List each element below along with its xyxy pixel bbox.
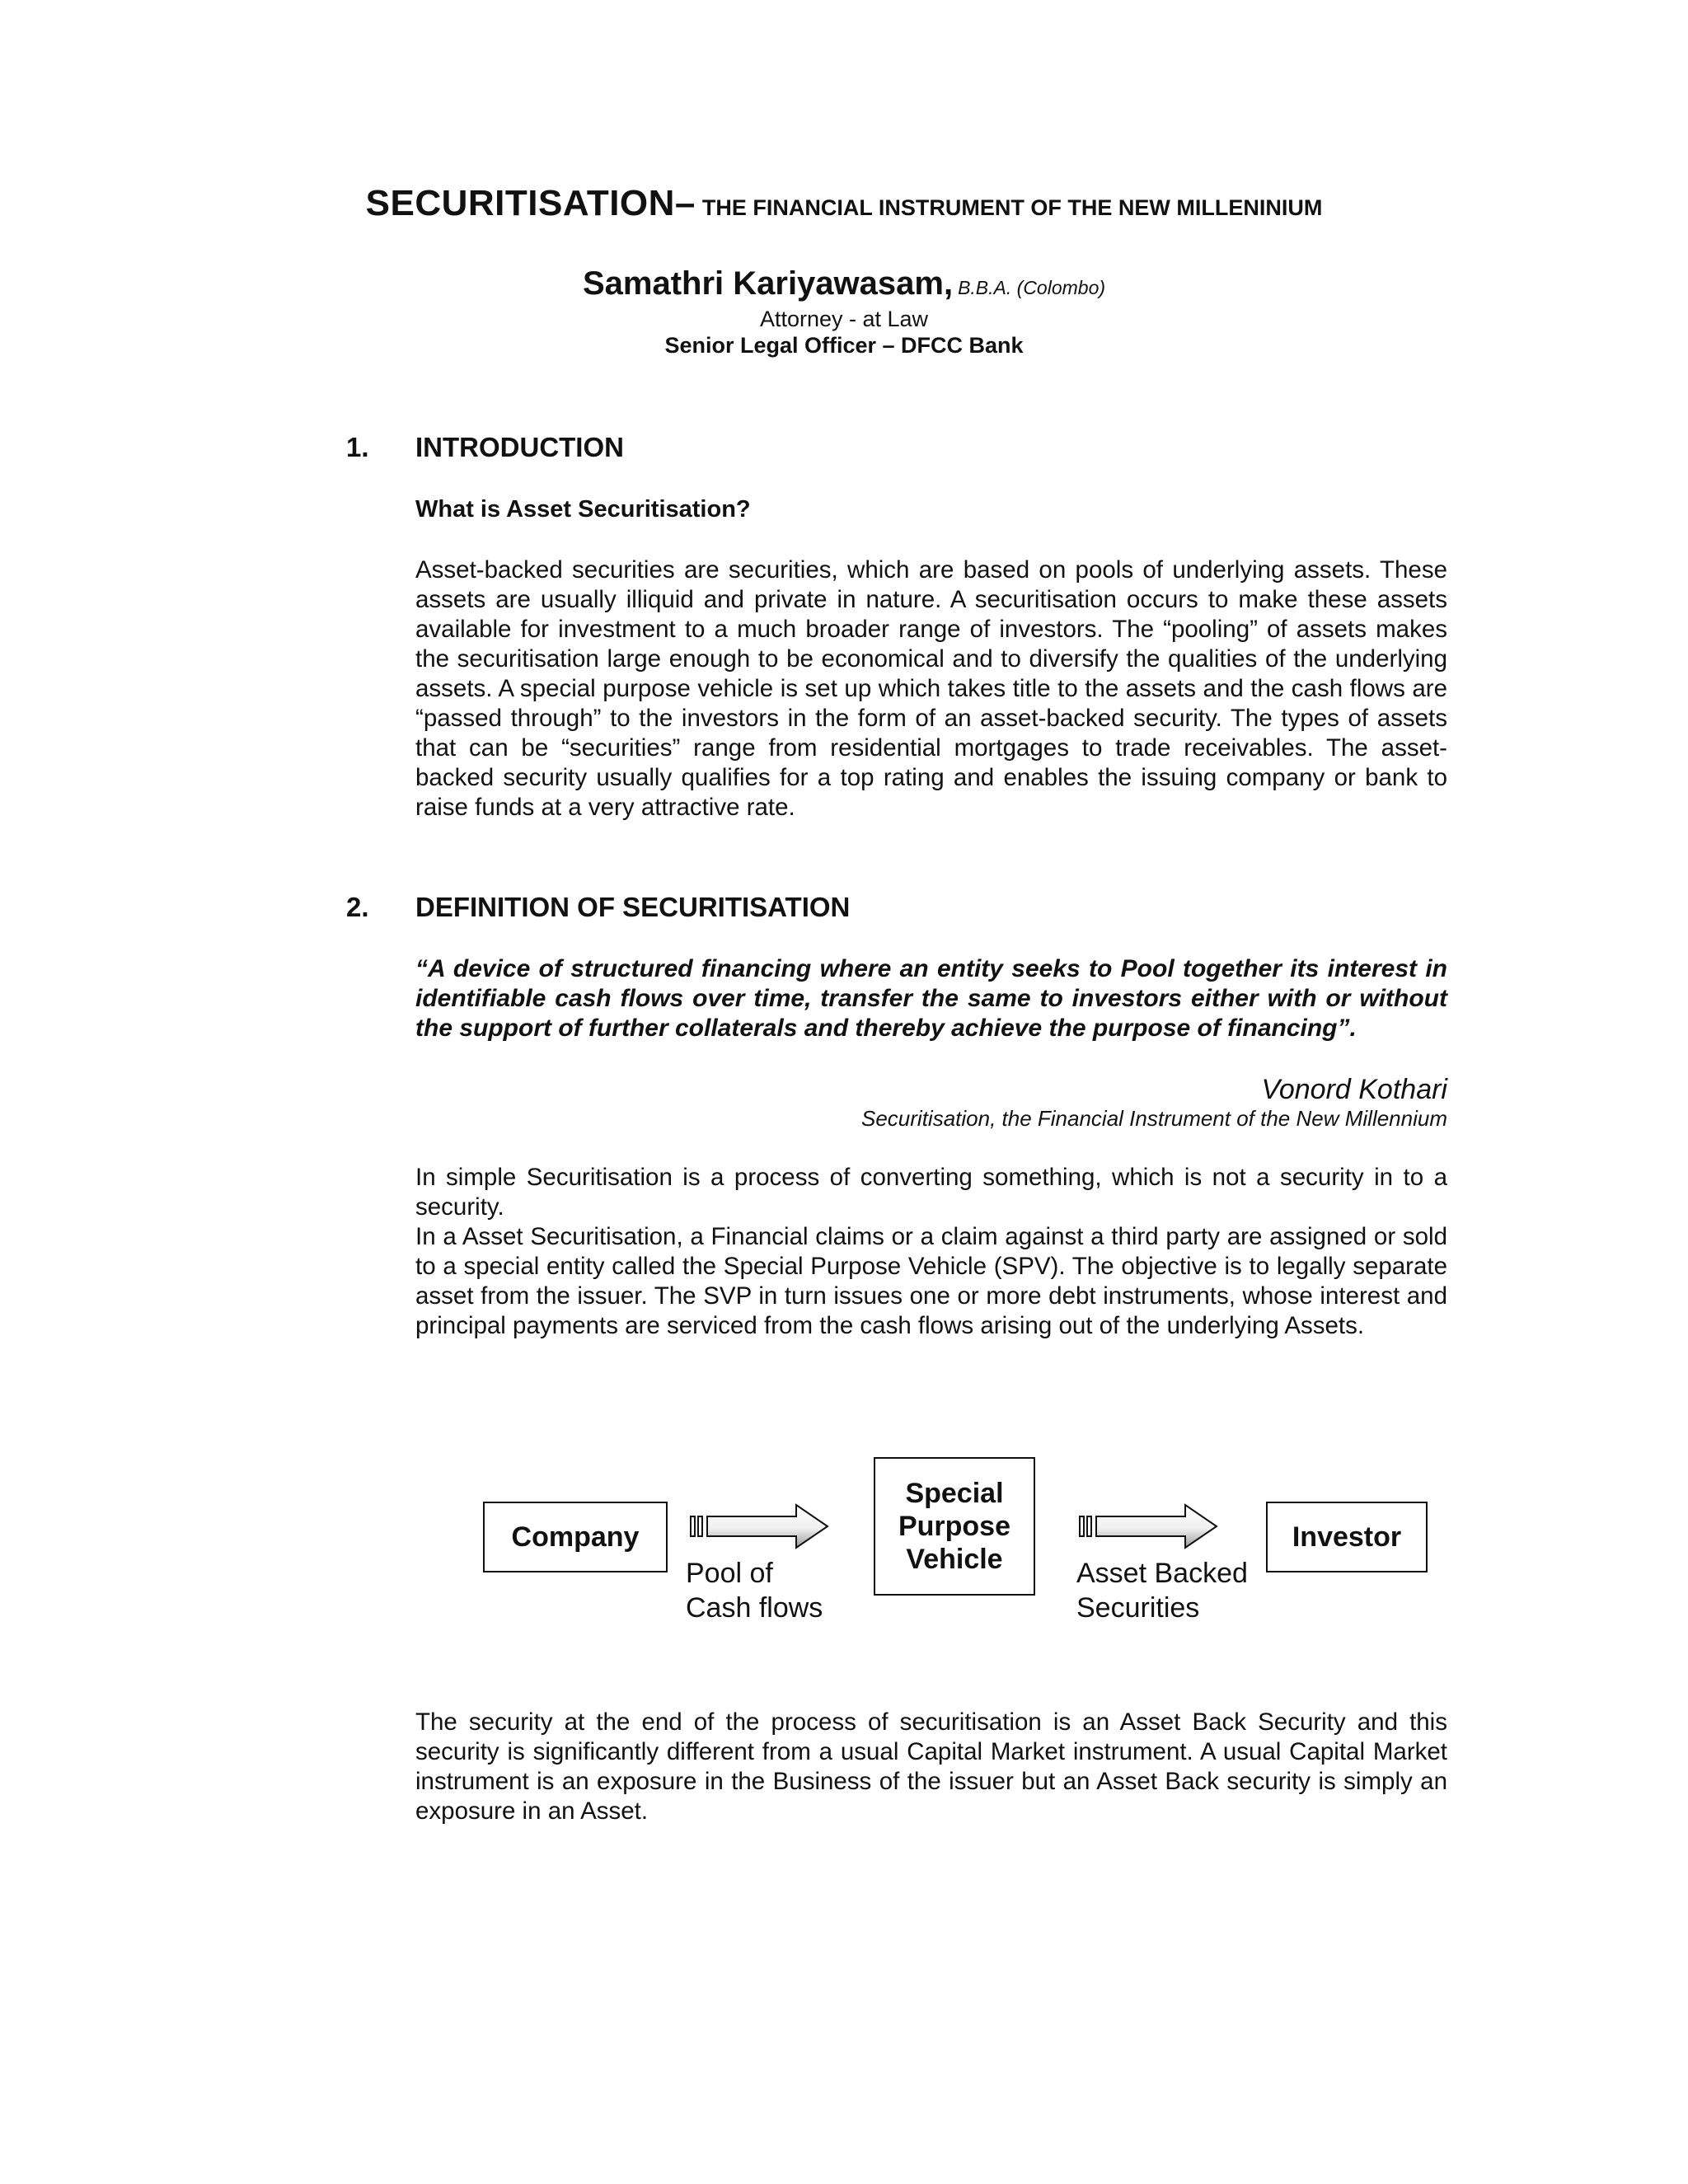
section-2-paragraph-1: In simple Securitisation is a process of converting something, which is not a security in to a security. <box>415 1164 1447 1221</box>
company-label: Company <box>511 1521 640 1553</box>
section-1-subheading: What is Asset Securitisation? <box>415 496 751 523</box>
document-title <box>0 183 1688 224</box>
arrow-cash-flows <box>689 1502 831 1551</box>
section-2-paragraph-2: In a Asset Securitisation, a Financial claims or a claim against a third party are assigned or sold to a special entity called the Special Purpose Vehicle (SPV). The objective is to legally separate asset from the issuer. The SVP in turn issues one or more debt instruments, whose interest and principal payments are serviced from the cash flows arising out of the underlying Assets. <box>415 1223 1447 1339</box>
section-2-number: 2. <box>346 892 369 922</box>
section-2-paragraphs <box>415 1163 1447 1341</box>
title-subtitle: THE FINANCIAL INSTRUMENT OF THE NEW MILLENINIUM <box>701 195 1323 220</box>
section-1-number: 1. <box>346 432 369 462</box>
spv-label-line-1: Special <box>905 1478 1004 1509</box>
arrow-asset-backed-securities <box>1078 1502 1220 1551</box>
author-line <box>0 265 1688 302</box>
author-position: Senior Legal Officer – DFCC Bank <box>664 333 1024 358</box>
spv-box <box>874 1457 1035 1596</box>
company-box <box>483 1502 668 1572</box>
definition-quote: “A device of structured financing where an entity seeks to Pool together its interest in identifiable cash flows over time, transfer the same to investors either with or without the support of further collaterals and thereby achieve the purpose of financing”. <box>415 955 1447 1042</box>
investor-label: Investor <box>1292 1521 1402 1553</box>
flow-label-cash-flows-line-1: Pool of <box>686 1558 773 1589</box>
author-degree: B.B.A. (Colombo) <box>958 277 1106 298</box>
author-role: Attorney - at Law <box>759 307 929 331</box>
section-2-title: DEFINITION OF SECURITISATION <box>415 892 851 922</box>
closing-paragraph: The security at the end of the process of securitisation is an Asset Back Security and this security is significantly different from a usual Capital Market instrument. A usual Capital Market instrument is an exposure in the Business of the issuer but an Asset Back security is simply an exposure in an Asset. <box>415 1708 1447 1825</box>
flow-label-cash-flows-line-2: Cash flows <box>686 1592 823 1624</box>
spv-label-line-2: Purpose <box>898 1511 1011 1542</box>
section-1-paragraph: Asset-backed securities are securities, which are based on pools of underlying assets. These assets are usually illiquid and private in nature. A securitisation occurs to make these assets available for investment to a much broader range of investors. The “pooling” of assets makes the securitisation large enough to be economical and to diversify the qualities of the underlying assets. A special purpose vehicle is set up which takes title to the assets and the cash flows are “passed through” to the investors in the form of an asset-backed security. The types of assets that can be “securities” range from residential mortgages to trade receivables. The asset-backed security usually qualifies for a top rating and enables the issuing company or bank to raise funds at a very attractive rate. <box>415 556 1447 821</box>
flow-label-abs-line-2: Securities <box>1076 1592 1200 1624</box>
title-main: SECURITISATION– <box>365 183 696 223</box>
quote-author: Vonord Kothari <box>1261 1074 1447 1105</box>
flow-label-abs-line-1: Asset Backed <box>1076 1558 1248 1589</box>
flow-label-cash-flows <box>686 1556 823 1625</box>
spv-label-line-3: Vehicle <box>906 1544 1003 1575</box>
flow-label-asset-backed-securities <box>1076 1556 1248 1625</box>
section-1-title: INTRODUCTION <box>415 432 624 462</box>
quote-source: Securitisation, the Financial Instrument of the New Millennium <box>861 1106 1447 1131</box>
author-name: Samathri Kariyawasam, <box>582 265 954 302</box>
investor-box <box>1266 1502 1428 1572</box>
